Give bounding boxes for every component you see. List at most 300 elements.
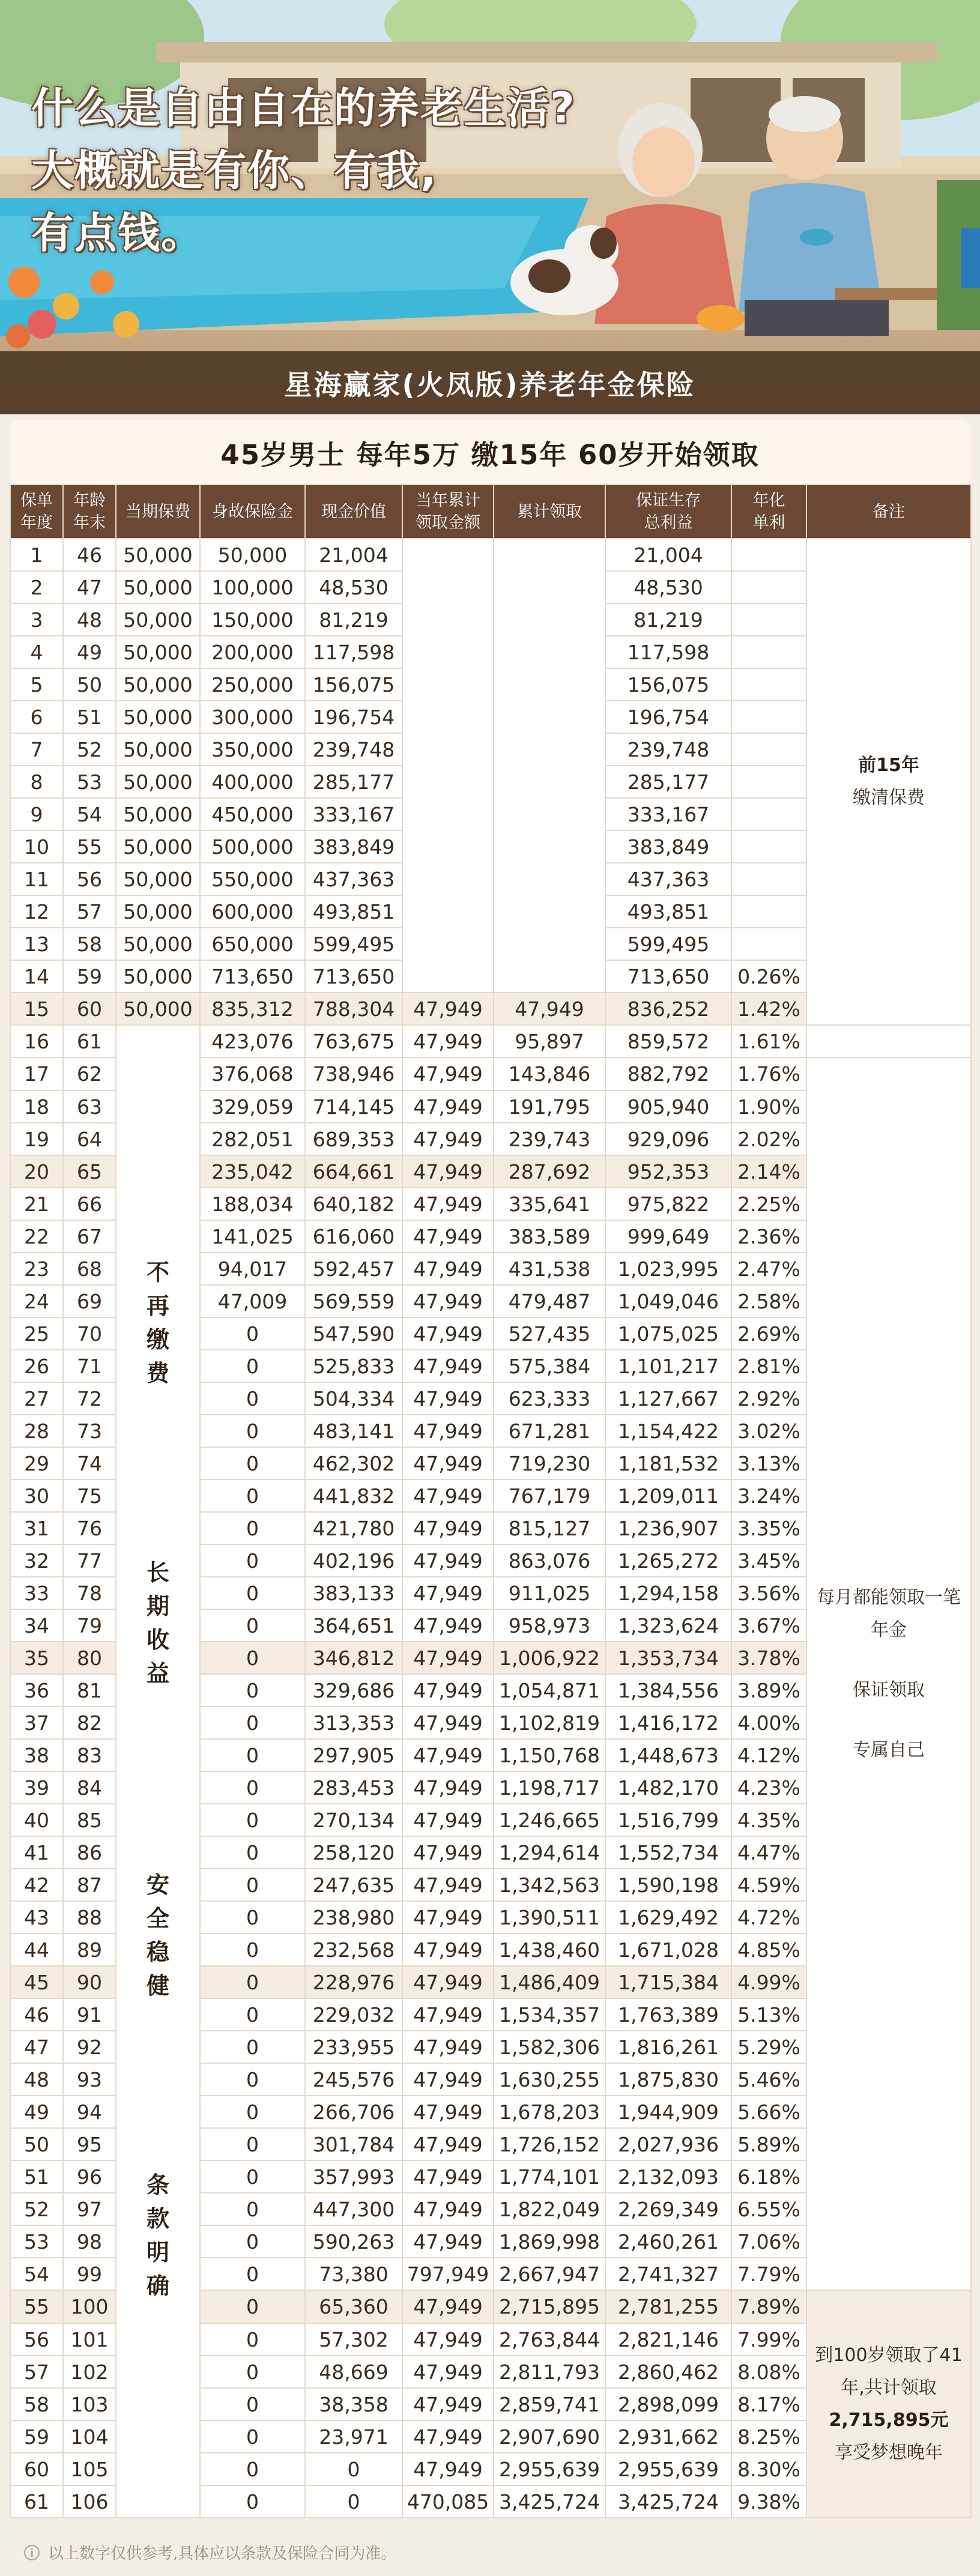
- table-cell: 42: [10, 1869, 63, 1901]
- table-cell: 82: [63, 1707, 116, 1739]
- table-cell: 1,763,389: [605, 1998, 731, 2031]
- table-cell: 6: [10, 701, 63, 733]
- table-cell: 7.06%: [731, 2225, 806, 2258]
- vertical-label-column: [116, 1025, 200, 2518]
- table-cell: 763,675: [305, 1025, 402, 1057]
- table-cell: 2,715,895: [494, 2290, 605, 2323]
- table-cell: 297,905: [305, 1739, 402, 1771]
- vertical-label-char: 全: [146, 1905, 169, 1932]
- note-line: 年金: [871, 1619, 907, 1640]
- table-cell: 640,182: [305, 1188, 402, 1220]
- vertical-label-char: 条: [146, 2172, 169, 2198]
- plan-summary-title: 45岁男士 每年5万 缴15年 60岁开始领取: [10, 420, 970, 484]
- table-cell: 47,949: [402, 1447, 494, 1480]
- table-body: [10, 539, 971, 2518]
- table-cell: 1,101,217: [605, 1350, 731, 1382]
- table-cell: 2,898,099: [605, 2388, 731, 2420]
- table-cell: 590,263: [305, 2225, 402, 2258]
- table-cell: 3.78%: [731, 1642, 806, 1674]
- table-cell: 0: [200, 1869, 305, 1901]
- table-cell: 19: [10, 1123, 63, 1155]
- table-cell: 47,949: [402, 1771, 494, 1804]
- table-cell: 235,042: [200, 1155, 305, 1188]
- table-cell: 57,302: [305, 2323, 402, 2356]
- table-cell: 47,949: [402, 1253, 494, 1285]
- table-cell: 364,651: [305, 1609, 402, 1642]
- header-cell: 备注: [806, 485, 971, 539]
- table-cell: 50: [10, 2128, 63, 2160]
- table-cell: 2,859,741: [494, 2388, 605, 2420]
- note-line: 享受梦想晚年: [835, 2441, 943, 2463]
- table-cell: 2.25%: [731, 1188, 806, 1220]
- table-cell: 63: [63, 1090, 116, 1123]
- table-cell: 550,000: [200, 863, 305, 895]
- table-cell: 285,177: [305, 766, 402, 798]
- table-cell: 1,816,261: [605, 2031, 731, 2063]
- table-cell: 470,085: [402, 2485, 494, 2518]
- table-cell: 66: [63, 1188, 116, 1220]
- table-cell: 50,000: [116, 636, 200, 668]
- table-cell: 2,132,093: [605, 2160, 731, 2193]
- table-cell: 50,000: [116, 993, 200, 1025]
- table-cell: 0: [200, 1415, 305, 1447]
- table-cell: 33: [10, 1577, 63, 1609]
- table-cell: 10: [10, 830, 63, 863]
- table-cell: 1,181,532: [605, 1447, 731, 1480]
- table-cell: 1,023,995: [605, 1253, 731, 1285]
- table-cell: 68: [63, 1253, 116, 1285]
- table-cell: 60: [63, 993, 116, 1025]
- table-cell: 229,032: [305, 1998, 402, 2031]
- table-cell: 50,000: [116, 960, 200, 993]
- table-cell: 8: [10, 766, 63, 798]
- table-cell: 50,000: [116, 733, 200, 766]
- table-cell: 2,027,936: [605, 2128, 731, 2160]
- table-cell: 713,650: [605, 960, 731, 993]
- table-cell: 0: [200, 2323, 305, 2356]
- benefit-table: [10, 484, 972, 2518]
- table-cell: 1,416,172: [605, 1707, 731, 1739]
- table-cell: 47,949: [402, 1123, 494, 1155]
- table-cell: 1,552,734: [605, 1836, 731, 1869]
- table-cell: 357,993: [305, 2160, 402, 2193]
- table-cell: 47,009: [200, 1285, 305, 1317]
- table-cell: 58: [63, 928, 116, 960]
- table-cell: 2,460,261: [605, 2225, 731, 2258]
- table-cell: 671,281: [494, 1415, 605, 1447]
- table-cell: 8.08%: [731, 2356, 806, 2388]
- table-cell: 51: [10, 2160, 63, 2193]
- table-cell: 313,353: [305, 1707, 402, 1739]
- table-cell: 0: [200, 1317, 305, 1350]
- table-cell: 47,949: [402, 1836, 494, 1869]
- table-cell: 47,949: [402, 2096, 494, 2128]
- table-cell: 5.13%: [731, 1998, 806, 2031]
- table-cell: 335,641: [494, 1188, 605, 1220]
- table-cell: 547,590: [305, 1317, 402, 1350]
- note-line: 2,715,895元: [829, 2409, 949, 2431]
- table-cell: 55: [63, 830, 116, 863]
- vertical-label-char: 不: [146, 1259, 169, 1286]
- table-cell: 102: [63, 2356, 116, 2388]
- table-cell: 47,949: [402, 2031, 494, 2063]
- table-cell: 527,435: [494, 1317, 605, 1350]
- table-cell: 266,706: [305, 2096, 402, 2128]
- table-cell: 1,448,673: [605, 1739, 731, 1771]
- table-cell: 329,686: [305, 1674, 402, 1707]
- table-cell: 47,949: [402, 1025, 494, 1057]
- table-cell: 713,650: [200, 960, 305, 993]
- table-cell: 333,167: [305, 798, 402, 830]
- note-summary: [806, 2290, 971, 2518]
- table-cell: 86: [63, 1836, 116, 1869]
- table-cell: 196,754: [305, 701, 402, 733]
- table-cell: 47,949: [402, 1350, 494, 1382]
- table-cell: 483,141: [305, 1415, 402, 1447]
- table-cell: 7.89%: [731, 2290, 806, 2323]
- table-cell: 1,294,158: [605, 1577, 731, 1609]
- table-cell: 300,000: [200, 701, 305, 733]
- table-cell: 0: [200, 2128, 305, 2160]
- table-cell: 8.25%: [731, 2420, 806, 2453]
- table-cell: 48,669: [305, 2356, 402, 2388]
- table-cell: 62: [63, 1057, 116, 1090]
- table-cell: 21,004: [605, 539, 731, 571]
- table-cell: 1,265,272: [605, 1544, 731, 1577]
- table-cell: 47,949: [402, 1901, 494, 1934]
- table-cell: 188,034: [200, 1188, 305, 1220]
- table-cell: 1,774,101: [494, 2160, 605, 2193]
- table-cell: 650,000: [200, 928, 305, 960]
- table-cell: 599,495: [605, 928, 731, 960]
- header-cell: 当年累计 领取金额: [402, 485, 494, 539]
- table-cell: 421,780: [305, 1512, 402, 1544]
- table-cell: 73,380: [305, 2258, 402, 2290]
- table-cell: 0: [200, 1642, 305, 1674]
- table-cell: 1,075,025: [605, 1317, 731, 1350]
- table-cell: 238,980: [305, 1901, 402, 1934]
- table-cell: 999,649: [605, 1220, 731, 1253]
- table-cell: 383,849: [305, 830, 402, 863]
- table-cell: 49: [63, 636, 116, 668]
- table-cell: 26: [10, 1350, 63, 1382]
- table-cell: 1,629,492: [605, 1901, 731, 1934]
- table-cell: 39: [10, 1771, 63, 1804]
- table-cell: 47,949: [402, 1512, 494, 1544]
- table-cell: 285,177: [605, 766, 731, 798]
- table-cell: 3.02%: [731, 1415, 806, 1447]
- table-cell: 95,897: [494, 1025, 605, 1057]
- table-cell: 0: [200, 2290, 305, 2323]
- table-cell: 6.18%: [731, 2160, 806, 2193]
- table-cell: 78: [63, 1577, 116, 1609]
- vertical-label-char: 确: [146, 2273, 169, 2299]
- table-cell: 2.92%: [731, 1382, 806, 1415]
- table-cell: 0: [200, 2258, 305, 2290]
- table-cell: 23,971: [305, 2420, 402, 2453]
- table-cell: 106: [63, 2485, 116, 2518]
- table-cell: 91: [63, 1998, 116, 2031]
- table-cell: 0: [200, 1609, 305, 1642]
- table-cell: 3.56%: [731, 1577, 806, 1609]
- table-cell: 245,576: [305, 2063, 402, 2096]
- table-cell: 0: [200, 2453, 305, 2485]
- table-cell: 0: [200, 2485, 305, 2518]
- table-cell: 1,236,907: [605, 1512, 731, 1544]
- table-cell: 0: [200, 2388, 305, 2420]
- table-cell: 1,054,871: [494, 1674, 605, 1707]
- table-cell: 2: [10, 571, 63, 603]
- table-cell: 1,715,384: [605, 1966, 731, 1998]
- table-cell: 431,538: [494, 1253, 605, 1285]
- table-cell: 5.66%: [731, 2096, 806, 2128]
- headline-line-3: 有点钱。: [31, 208, 204, 258]
- note-line: 年,共计领取: [841, 2377, 937, 2398]
- table-cell: 5: [10, 668, 63, 701]
- table-cell: 46: [10, 1998, 63, 2031]
- table-cell: 47,949: [402, 1869, 494, 1901]
- table-cell: 2.14%: [731, 1155, 806, 1188]
- table-cell: 150,000: [200, 603, 305, 636]
- table-cell: 911,025: [494, 1577, 605, 1609]
- table-cell: 4.00%: [731, 1707, 806, 1739]
- table-cell: 27: [10, 1382, 63, 1415]
- table-cell: 952,353: [605, 1155, 731, 1188]
- table-cell: 50,000: [116, 830, 200, 863]
- table-cell: 0: [200, 1447, 305, 1480]
- table-cell: 1,246,665: [494, 1804, 605, 1836]
- table-cell: 3,425,724: [605, 2485, 731, 2518]
- vertical-label-char: 安: [146, 1872, 169, 1898]
- table-cell: 462,302: [305, 1447, 402, 1480]
- header-cell: 年龄 年末: [63, 485, 116, 539]
- table-cell: 79: [63, 1609, 116, 1642]
- table-cell: 3: [10, 603, 63, 636]
- table-cell: 1,582,306: [494, 2031, 605, 2063]
- table-cell: 47: [63, 571, 116, 603]
- table-cell: 1,671,028: [605, 1934, 731, 1966]
- table-cell: 815,127: [494, 1512, 605, 1544]
- table-cell: 100,000: [200, 571, 305, 603]
- table-cell: 0: [200, 2031, 305, 2063]
- table-cell: 616,060: [305, 1220, 402, 1253]
- table-cell: 43: [10, 1901, 63, 1934]
- table-cell: 14: [10, 960, 63, 993]
- table-cell: 57: [63, 895, 116, 928]
- table-cell: 45: [10, 1966, 63, 1998]
- table-cell: 569,559: [305, 1285, 402, 1317]
- table-cell: 103: [63, 2388, 116, 2420]
- table-cell: 1,294,614: [494, 1836, 605, 1869]
- table-cell: 2,763,844: [494, 2323, 605, 2356]
- table-cell: 47,949: [402, 1966, 494, 1998]
- table-cell: 200,000: [200, 636, 305, 668]
- table-cell: 1,822,049: [494, 2193, 605, 2225]
- table-cell: 41: [10, 1836, 63, 1869]
- table-cell: 100: [63, 2290, 116, 2323]
- table-cell: 239,748: [305, 733, 402, 766]
- table-cell: 44: [10, 1934, 63, 1966]
- table-cell: 0: [200, 1934, 305, 1966]
- table-cell: 2,860,462: [605, 2356, 731, 2388]
- table-cell: 383,133: [305, 1577, 402, 1609]
- table-cell: 74: [63, 1447, 116, 1480]
- table-cell: 87: [63, 1869, 116, 1901]
- table-cell: 0: [305, 2453, 402, 2485]
- headline-line-2: 大概就是有你、有我,: [31, 146, 438, 195]
- table-cell: 88: [63, 1901, 116, 1934]
- empty-cumulative-cell: [494, 539, 605, 993]
- table-cell: 47,949: [402, 2323, 494, 2356]
- table-cell: 47,949: [402, 1934, 494, 1966]
- table-cell: 7.99%: [731, 2323, 806, 2356]
- note-benefits: [806, 1057, 971, 2290]
- table-cell: 247,635: [305, 1869, 402, 1901]
- table-cell: 47,949: [402, 2160, 494, 2193]
- table-cell: 196,754: [605, 701, 731, 733]
- vertical-label-char: 明: [146, 2239, 169, 2266]
- table-cell: 592,457: [305, 1253, 402, 1285]
- table-cell: 1,630,255: [494, 2063, 605, 2096]
- table-cell: 0: [200, 1350, 305, 1382]
- table-header-row: [10, 485, 971, 539]
- table-cell: 1,486,409: [494, 1966, 605, 1998]
- table-cell: 719,230: [494, 1447, 605, 1480]
- table-cell: 859,572: [605, 1025, 731, 1057]
- table-cell: 1,516,799: [605, 1804, 731, 1836]
- table-cell: 376,068: [200, 1057, 305, 1090]
- note-pay-period: [806, 539, 971, 1025]
- table-cell: 1,944,909: [605, 2096, 731, 2128]
- table-cell: 1,678,203: [494, 2096, 605, 2128]
- table-cell: 2,955,639: [494, 2453, 605, 2485]
- table-cell: 0: [200, 1901, 305, 1934]
- table-cell: 36: [10, 1674, 63, 1707]
- table-cell: 835,312: [200, 993, 305, 1025]
- table-cell: 71: [63, 1350, 116, 1382]
- table-cell: 5.89%: [731, 2128, 806, 2160]
- table-cell: 1,534,357: [494, 1998, 605, 2031]
- table-row: [10, 539, 971, 571]
- table-cell: 48: [63, 603, 116, 636]
- table-cell: 77: [63, 1544, 116, 1577]
- table-cell: 97: [63, 2193, 116, 2225]
- table-cell: 47,949: [402, 2453, 494, 2485]
- table-cell: 788,304: [305, 993, 402, 1025]
- table-cell: 2,781,255: [605, 2290, 731, 2323]
- table-cell: 1,390,511: [494, 1901, 605, 1934]
- table-cell: 975,822: [605, 1188, 731, 1220]
- empty-claim-cell: [402, 539, 494, 993]
- table-cell: 1,127,667: [605, 1382, 731, 1415]
- table-cell: 0: [200, 1739, 305, 1771]
- table-cell: 1,198,717: [494, 1771, 605, 1804]
- table-cell: 1.90%: [731, 1090, 806, 1123]
- table-cell: 0: [200, 2225, 305, 2258]
- vertical-label-char: 期: [146, 1593, 169, 1619]
- table-cell: 233,955: [305, 2031, 402, 2063]
- table-cell: 9: [10, 798, 63, 830]
- table-cell: 73: [63, 1415, 116, 1447]
- table-cell: 21,004: [305, 539, 402, 571]
- table-cell: 2,821,146: [605, 2323, 731, 2356]
- table-cell: 287,692: [494, 1155, 605, 1188]
- table-cell: 283,453: [305, 1771, 402, 1804]
- table-cell: 47,949: [494, 993, 605, 1025]
- table-cell: 493,851: [305, 895, 402, 928]
- table-cell: 65: [63, 1155, 116, 1188]
- table-cell: 0: [200, 2160, 305, 2193]
- table-cell: 34: [10, 1609, 63, 1642]
- table-cell: 400,000: [200, 766, 305, 798]
- table-cell: 47,949: [402, 1057, 494, 1090]
- header-cell: 累计领取: [494, 485, 605, 539]
- table-cell: 1.61%: [731, 1025, 806, 1057]
- table-cell: 714,145: [305, 1090, 402, 1123]
- table-cell: [731, 701, 806, 733]
- note-line: 缴清保费: [853, 787, 925, 808]
- vertical-label-char: 益: [146, 1660, 169, 1687]
- table-cell: 346,812: [305, 1642, 402, 1674]
- table-cell: 1,342,563: [494, 1869, 605, 1901]
- table-cell: 13: [10, 928, 63, 960]
- table-cell: 958,973: [494, 1609, 605, 1642]
- table-cell: 232,568: [305, 1934, 402, 1966]
- table-cell: 2.02%: [731, 1123, 806, 1155]
- table-cell: 94: [63, 2096, 116, 2128]
- table-cell: 47,949: [402, 2063, 494, 2096]
- table-cell: 4.99%: [731, 1966, 806, 1998]
- table-cell: 0: [200, 1998, 305, 2031]
- table-cell: 2.47%: [731, 1253, 806, 1285]
- table-cell: 623,333: [494, 1382, 605, 1415]
- table-cell: 2,811,793: [494, 2356, 605, 2388]
- table-cell: 1,323,624: [605, 1609, 731, 1642]
- table-cell: 2,931,662: [605, 2420, 731, 2453]
- table-cell: 423,076: [200, 1025, 305, 1057]
- table-cell: 99: [63, 2258, 116, 2290]
- table-cell: 301,784: [305, 2128, 402, 2160]
- table-cell: 117,598: [605, 636, 731, 668]
- table-cell: 50,000: [116, 928, 200, 960]
- vertical-label-char: 再: [146, 1293, 169, 1319]
- disclaimer-text: 以上数字仅供参考,具体应以条款及保险合同为准。: [48, 2545, 397, 2563]
- table-cell: 2,907,690: [494, 2420, 605, 2453]
- table-cell: 35: [10, 1642, 63, 1674]
- table-cell: 0: [200, 2356, 305, 2388]
- table-cell: 3.35%: [731, 1512, 806, 1544]
- table-cell: 239,748: [605, 733, 731, 766]
- table-cell: 0: [200, 2096, 305, 2128]
- table-cell: 47,949: [402, 1317, 494, 1350]
- table-cell: 500,000: [200, 830, 305, 863]
- table-cell: 0: [200, 1512, 305, 1544]
- table-cell: 350,000: [200, 733, 305, 766]
- table-cell: 47,949: [402, 1609, 494, 1642]
- table-cell: 90: [63, 1966, 116, 1998]
- table-cell: 49: [10, 2096, 63, 2128]
- table-cell: 2.69%: [731, 1317, 806, 1350]
- note-blank: [806, 1025, 971, 1057]
- header-cell: 年化 单利: [731, 485, 806, 539]
- table-cell: 47,949: [402, 2290, 494, 2323]
- table-cell: 270,134: [305, 1804, 402, 1836]
- table-cell: 38,358: [305, 2388, 402, 2420]
- table-cell: 0: [200, 1577, 305, 1609]
- table-cell: 0: [200, 1480, 305, 1512]
- table-cell: 47,949: [402, 1642, 494, 1674]
- benefit-table-container: [10, 484, 970, 2518]
